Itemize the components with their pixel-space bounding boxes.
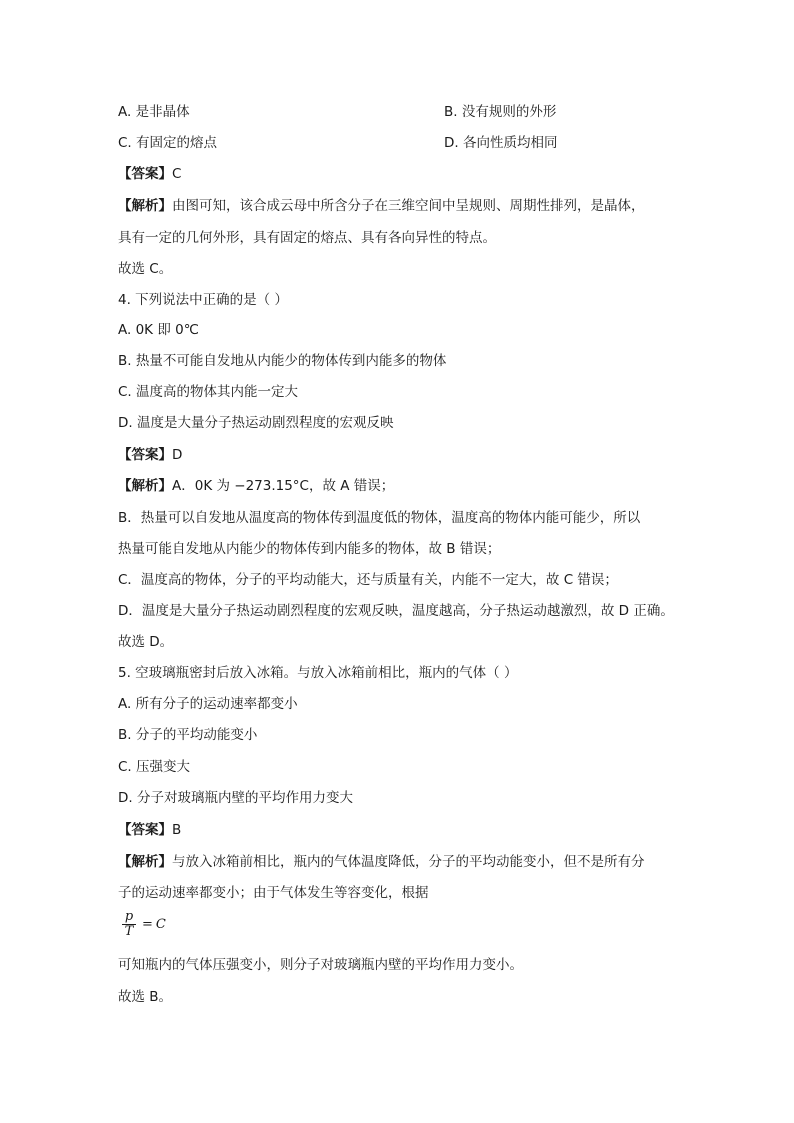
q3-option-a: A. 是非晶体: [118, 104, 190, 120]
q4-stem: 4. 下列说法中正确的是（ ）: [118, 292, 288, 308]
q4-analysis-line-2: B．热量可以自发地从温度高的物体传到温度低的物体，温度高的物体内能可能少，所以: [118, 510, 641, 526]
q4-analysis-line-5: D．温度是大量分子热运动剧烈程度的宏观反映，温度越高，分子热运动越激烈，故 D 正确。: [118, 603, 674, 619]
q3-analysis-line-2: 具有一定的几何外形，具有固定的熔点、具有各向异性的特点。: [118, 230, 496, 246]
answer-value: B: [172, 822, 182, 838]
formula-equals: =: [142, 917, 153, 932]
q5-option-d: D. 分子对玻璃瓶内壁的平均作用力变大: [118, 790, 353, 806]
q3-option-b: B. 没有规则的外形: [444, 104, 557, 120]
analysis-text: A．0K 为 −273.15°C，故 A 错误；: [172, 478, 395, 494]
q4-answer: [118, 445, 182, 465]
q4-option-a: A. 0K 即 0℃: [118, 322, 199, 338]
q4-conclusion: 故选 D。: [118, 634, 174, 650]
analysis-tag: 【解析】: [118, 854, 172, 870]
q3-option-c: C. 有固定的熔点: [118, 135, 218, 151]
q5-option-b: B. 分子的平均动能变小: [118, 727, 258, 743]
answer-value: D: [172, 447, 183, 463]
formula-rhs: C: [155, 917, 166, 932]
answer-tag: 【答案】: [118, 447, 172, 463]
q4-option-c: C. 温度高的物体其内能一定大: [118, 384, 299, 400]
formula-fraction: [122, 910, 136, 939]
q5-analysis-line-3: 可知瓶内的气体压强变小，则分子对玻璃瓶内壁的平均作用力变小。: [118, 957, 523, 973]
q4-option-b: B. 热量不可能自发地从内能少的物体传到内能多的物体: [118, 353, 447, 369]
answer-tag: 【答案】: [118, 166, 172, 182]
formula-numerator: p: [124, 909, 134, 924]
q5-conclusion: 故选 B。: [118, 989, 173, 1005]
q5-answer: [118, 820, 181, 840]
q4-option-d: D. 温度是大量分子热运动剧烈程度的宏观反映: [118, 415, 394, 431]
q5-option-c: C. 压强变大: [118, 759, 191, 775]
analysis-tag: 【解析】: [118, 198, 172, 214]
analysis-tag: 【解析】: [118, 478, 172, 494]
q4-analysis-line-4: C．温度高的物体，分子的平均动能大，还与质量有关，内能不一定大，故 C 错误；: [118, 572, 618, 588]
answer-tag: 【答案】: [118, 822, 172, 838]
q5-analysis-line-2: 子的运动速率都变小；由于气体发生等容变化，根据: [118, 885, 429, 901]
analysis-text: 由图可知，该合成云母中所含分子在三维空间中呈规则、周期性排列，是晶体，: [172, 198, 645, 214]
q3-answer: [118, 164, 181, 184]
q5-analysis-line-1: [118, 852, 645, 872]
q3-option-d: D. 各向性质均相同: [444, 135, 558, 151]
ideal-gas-formula: [122, 910, 166, 939]
q4-analysis-line-1: [118, 476, 394, 496]
analysis-text: 与放入冰箱前相比，瓶内的气体温度降低，分子的平均动能变小，但不是所有分: [172, 854, 645, 870]
q5-stem: 5. 空玻璃瓶密封后放入冰箱。与放入冰箱前相比，瓶内的气体（ ）: [118, 665, 518, 681]
formula-denominator: T: [124, 924, 134, 939]
answer-value: C: [172, 166, 182, 182]
q3-analysis-line-1: [118, 196, 645, 216]
q5-option-a: A. 所有分子的运动速率都变小: [118, 696, 298, 712]
q3-conclusion: 故选 C。: [118, 261, 173, 277]
q4-analysis-line-3: 热量可能自发地从内能少的物体传到内能多的物体，故 B 错误；: [118, 541, 501, 557]
